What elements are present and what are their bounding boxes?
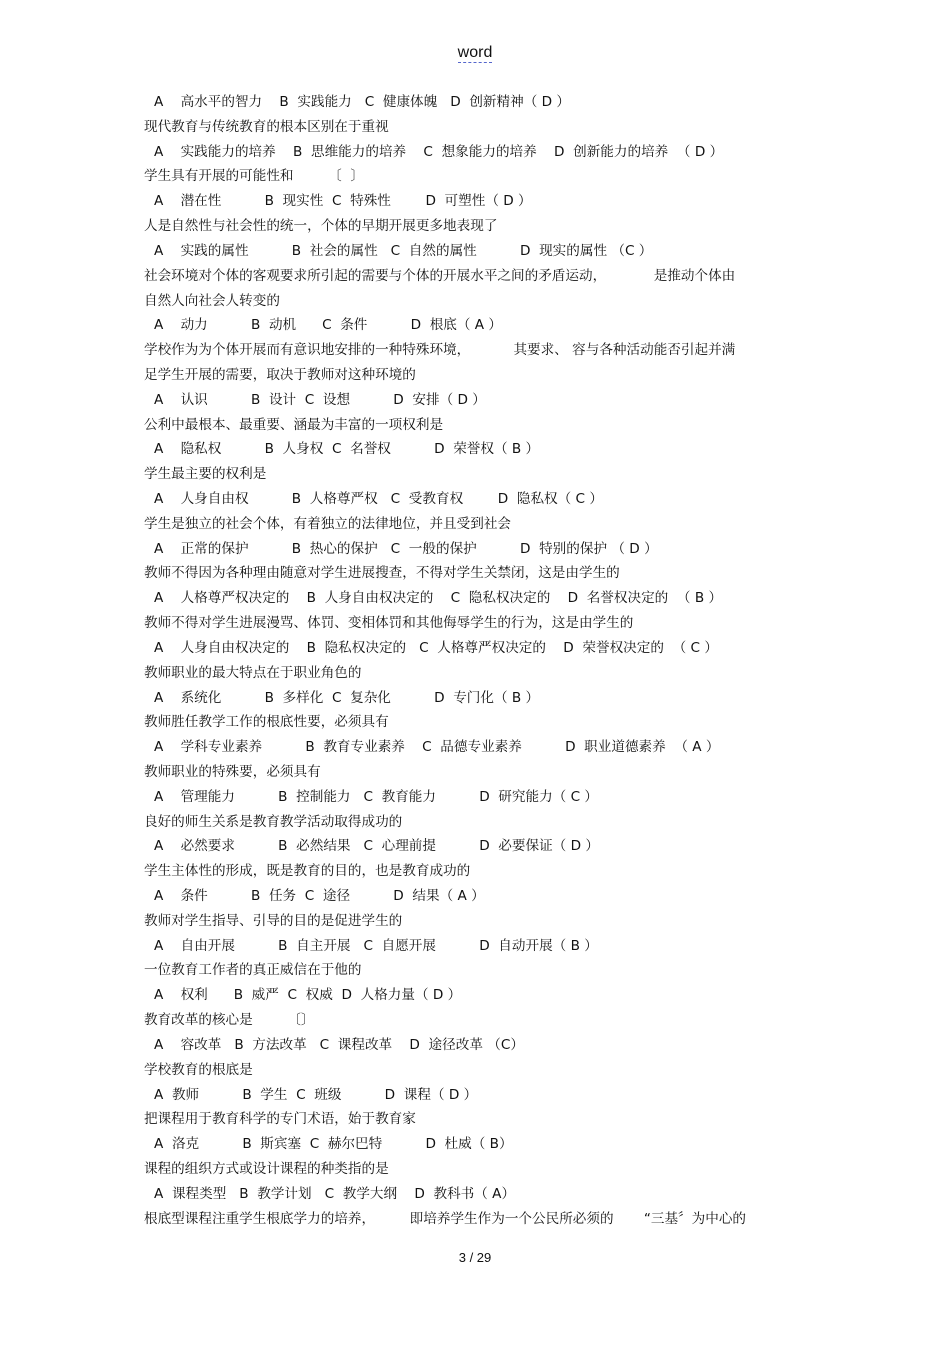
question-line: 社会环境对个体的客观要求所引起的需要与个体的开展水平之间的矛盾运动， 是推动个体由 [144,267,736,284]
answer-options-line: A 系统化 B 多样化 C 复杂化 D 专门化（ B ） [154,689,540,706]
document-body [144,90,804,1231]
question-line: 教师胜任教学工作的根底性要，必须具有 [144,714,389,731]
question-line: 教师对学生指导、引导的目的是促进学生的 [144,912,403,929]
answer-options-line: A 权利 B 威严 C 权威 D 人格力量（ D ） [154,987,462,1004]
question-line: 教师职业的最大特点在于职业角色的 [144,664,362,681]
answer-options-line: A 自由开展 B 自主开展 C 自愿开展 D 自动开展（ B ） [154,937,598,954]
question-line: 根底型课程注重学生根底学力的培养， 即培养学生作为一个公民所必须的 “三基〞为中心的 [144,1210,747,1227]
answer-options-line: A 教师 B 学生 C 班级 D 课程（ D ） [154,1086,478,1103]
answer-options-line: A 实践能力的培养 B 思维能力的培养 C 想象能力的培养 D 创新能力的培养 （ D ） [154,143,724,160]
answer-options-line: A 洛克 B 斯宾塞 C 赫尔巴特 D 杜威（ B） [154,1136,513,1153]
answer-options-line: A 课程类型 B 教学计划 C 教学大纲 D 教科书（ A） [154,1185,516,1202]
question-line: 公利中最根本、最重要、涵最为丰富的一项权利是 [144,416,444,433]
question-line: 学校教育的根底是 [144,1061,253,1078]
answer-options-line: A 人身自由权 B 人格尊严权 C 受教育权 D 隐私权（ C ） [154,491,603,507]
answer-options-line: A 条件 B 任务 C 途径 D 结果（ A ） [154,888,485,904]
answer-options-line: A 认识 B 设计 C 设想 D 安排（ D ） [154,391,486,408]
document-title: word [457,44,493,61]
question-line: 学校作为为个体开展而有意识地安排的一种特殊环境， 其要求、 容与各种活动能否引起并满 [144,342,736,359]
answer-options-line: A 必然要求 B 必然结果 C 心理前提 D 必要保证（ D ） [154,838,599,855]
question-line: 课程的组织方式或设计课程的种类指的是 [144,1160,389,1177]
answer-options-line: A 人身自由权决定的 B 隐私权决定的 C 人格尊严权决定的 D 荣誉权决定的 （ C ） [154,639,718,656]
question-line: 自然人向社会人转变的 [144,292,280,309]
question-line: 学生是独立的社会个体，有着独立的法律地位，并且受到社会 [144,515,512,532]
question-line: 一位教育工作者的真正威信在于他的 [144,962,362,979]
answer-options-line: A 实践的属性 B 社会的属性 C 自然的属性 D 现实的属性 （C ） [154,242,653,259]
question-line: 教师职业的特殊要，必须具有 [144,763,321,780]
question-line: 学生最主要的权利是 [144,466,267,483]
question-line: 现代教育与传统教育的根本区别在于重视 [144,118,389,135]
answer-options-line: A 动力 B 动机 C 条件 D 根底（ A ） [154,317,503,334]
question-line: 足学生开展的需要，取决于教师对这种环境的 [144,366,416,383]
page-header [0,44,950,62]
question-line: 良好的师生关系是教育教学活动取得成功的 [144,813,403,830]
answer-options-line: A 正常的保护 B 热心的保护 C 一般的保护 D 特别的保护 （ D ） [154,540,658,557]
question-line: 教育改革的核心是 〔〕 [144,1012,315,1029]
question-line: 把课程用于教育科学的专门术语，始于教育家 [144,1111,416,1128]
answer-options-line: A 管理能力 B 控制能力 C 教育能力 D 研究能力（ C ） [154,788,598,805]
page-number: 3 / 29 [458,1250,492,1265]
question-line: 教师不得因为各种理由随意对学生进展搜查，不得对学生关禁闭，这是由学生的 [144,565,620,582]
answer-options-line: A 人格尊严权决定的 B 人身自由权决定的 C 隐私权决定的 D 名誉权决定的 （ B ） [154,590,723,607]
answer-options-line: A 隐私权 B 人身权 C 名誉权 D 荣誉权（ B ） [154,441,540,458]
question-line: 教师不得对学生进展漫骂、体罚、变相体罚和其他侮辱学生的行为，这是由学生的 [144,615,634,632]
question-line: 学生主体性的形成，既是教育的目的，也是教育成功的 [144,863,471,880]
question-line: 人是自然性与社会性的统一，个体的早期开展更多地表现了 [144,218,498,235]
answer-options-line: A 学科专业素养 B 教育专业素养 C 品德专业素养 D 职业道德素养 （ A ） [154,739,720,756]
answer-options-line: A 容改革 B 方法改革 C 课程改革 D 途径改革 （C） [154,1036,524,1053]
answer-options-line: A 高水平的智力 B 实践能力 C 健康体魄 D 创新精神（ D ） [154,94,570,110]
question-line: 学生具有开展的可能性和 〔 〕 [144,168,364,185]
answer-options-line: A 潜在性 B 现实性 C 特殊性 D 可塑性（ D ） [154,193,532,210]
